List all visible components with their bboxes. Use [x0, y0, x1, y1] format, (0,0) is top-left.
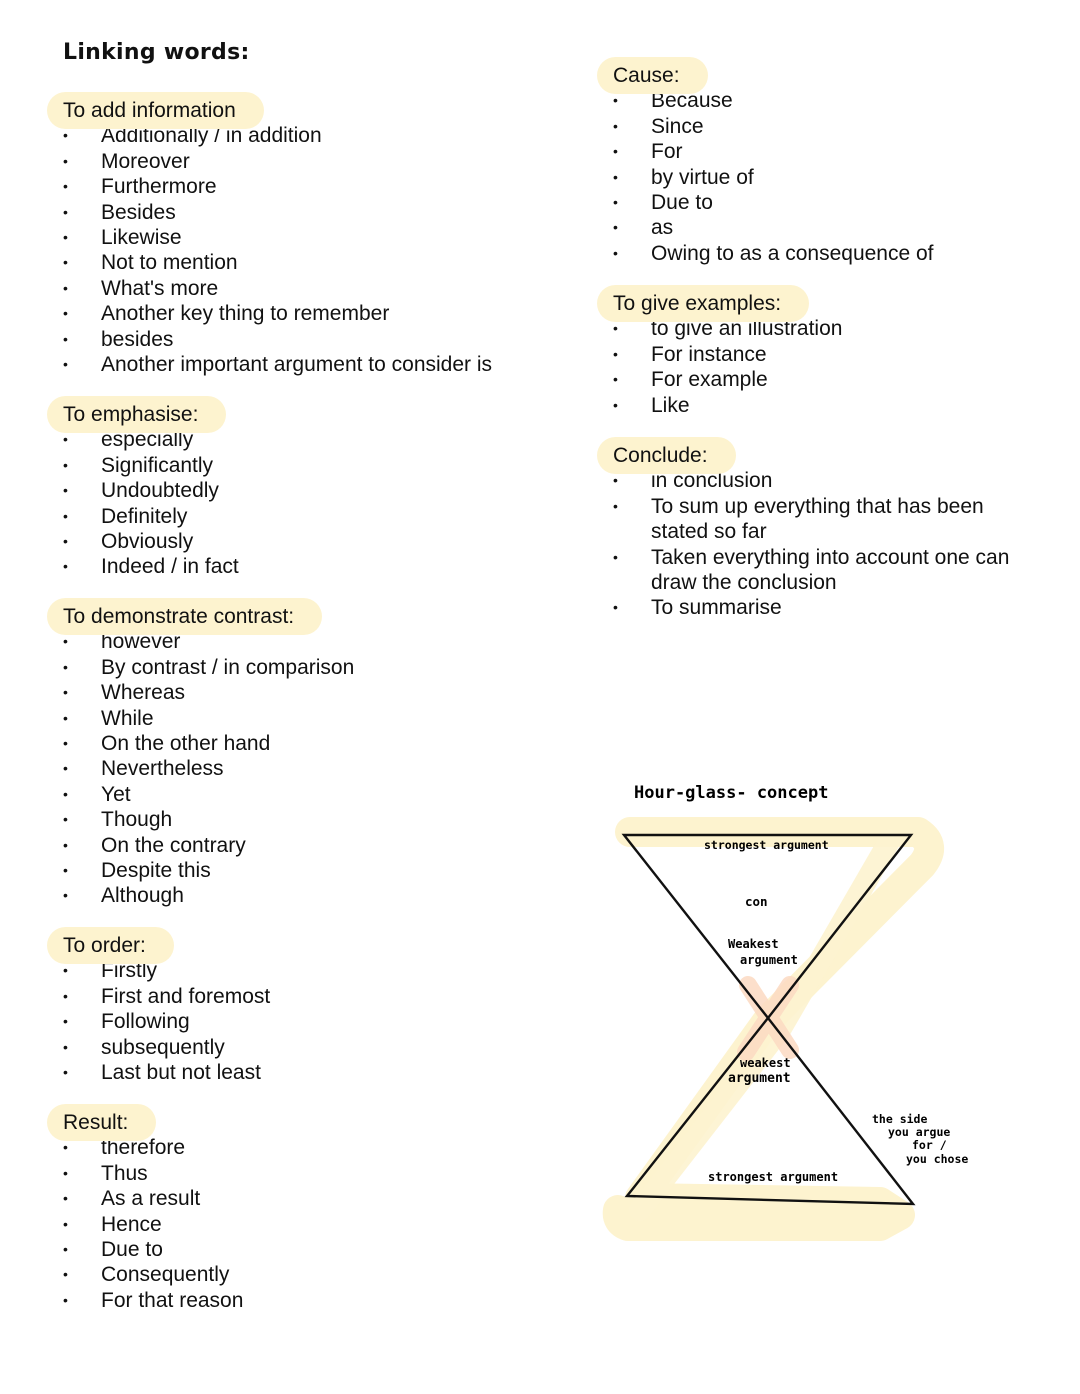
list-item: • Consequently	[63, 1262, 243, 1287]
item-list	[63, 427, 239, 579]
section-heading: To give examples:	[613, 292, 782, 315]
item-list	[613, 88, 934, 266]
list-item: • For instance	[613, 342, 842, 367]
list-item: • Likewise	[63, 225, 492, 250]
list-item: • Owing to as a consequence of	[613, 241, 934, 266]
list-item: • While	[63, 706, 354, 731]
list-item: • Not to mention	[63, 250, 492, 275]
section-heading: To add information	[63, 99, 236, 122]
list-item: • What's more	[63, 276, 492, 301]
section-heading: To demonstrate contrast:	[63, 605, 295, 628]
list-item: • Firstly	[63, 958, 270, 983]
label-top-weakest-2: argument	[740, 953, 798, 967]
list-item: • Definitely	[63, 504, 239, 529]
item-list	[63, 123, 492, 377]
list-item: • Yet	[63, 782, 354, 807]
list-item: • by virtue of	[613, 165, 934, 190]
page-title: Linking words:	[63, 40, 250, 65]
list-item: • For	[613, 139, 934, 164]
list-item: • Despite this	[63, 858, 354, 883]
hourglass-diagram	[600, 770, 1020, 1250]
list-item: • To summarise	[613, 595, 1011, 620]
list-item: • Another key thing to remember	[63, 301, 492, 326]
list-item: • Obviously	[63, 529, 239, 554]
item-list	[63, 958, 270, 1085]
list-item: • On the other hand	[63, 731, 354, 756]
list-item: • Although	[63, 883, 354, 908]
label-con: con	[745, 894, 768, 909]
list-item: • Due to	[63, 1237, 243, 1262]
section-conclude	[613, 443, 1011, 621]
section-contrast	[63, 604, 354, 909]
section-heading: Result:	[63, 1111, 129, 1134]
list-item: • By contrast / in comparison	[63, 655, 354, 680]
list-item: • Though	[63, 807, 354, 832]
list-item: • On the contrary	[63, 833, 354, 858]
list-item: • To sum up everything that has been stated so far	[613, 494, 1011, 545]
list-item: • Following	[63, 1009, 270, 1034]
list-item: • Undoubtedly	[63, 478, 239, 503]
list-item: • For example	[613, 367, 842, 392]
section-heading: To order:	[63, 934, 146, 957]
list-item: • Significantly	[63, 453, 239, 478]
list-item: • Because	[613, 88, 934, 113]
list-item: • as	[613, 215, 934, 240]
section-order	[63, 933, 270, 1085]
label-bottom-weakest-2: argument	[728, 1071, 791, 1086]
list-item: • Last but not least	[63, 1060, 270, 1085]
list-item: • First and foremost	[63, 984, 270, 1009]
list-item: • in conclusion	[613, 468, 1011, 493]
item-list	[613, 316, 842, 418]
list-item: • Another important argument to consider is	[63, 352, 492, 377]
list-item: • subsequently	[63, 1035, 270, 1060]
side-note-line: you argue	[888, 1125, 951, 1139]
section-heading: Cause:	[613, 64, 680, 87]
item-list	[63, 1135, 243, 1313]
list-item: • Thus	[63, 1161, 243, 1186]
item-list	[613, 468, 1011, 620]
list-item: • Since	[613, 114, 934, 139]
section-result	[63, 1110, 243, 1313]
list-item: • especially	[63, 427, 239, 452]
list-item: • therefore	[63, 1135, 243, 1160]
list-item: • however	[63, 629, 354, 654]
section-heading: To emphasise:	[63, 403, 199, 426]
list-item: • Furthermore	[63, 174, 492, 199]
diagram-title: Hour-glass- concept	[634, 783, 829, 803]
list-item: • Hence	[63, 1212, 243, 1237]
section-cause	[613, 63, 934, 266]
section-emphasise	[63, 402, 239, 580]
list-item: • For that reason	[63, 1288, 243, 1313]
item-list	[63, 629, 354, 908]
side-note-line: you chose	[906, 1152, 969, 1166]
hourglass-svg	[600, 770, 1020, 1250]
list-item: • Additionally / in addition	[63, 123, 492, 148]
list-item: • besides	[63, 327, 492, 352]
label-top-strongest: strongest argument	[704, 838, 829, 852]
list-item: • Like	[613, 393, 842, 418]
side-note-line: the side	[872, 1112, 928, 1126]
list-item: • to give an illustration	[613, 316, 842, 341]
list-item: • Indeed / in fact	[63, 554, 239, 579]
label-bottom-weakest-1: weakest	[740, 1056, 791, 1070]
label-top-weakest-1: Weakest	[728, 937, 779, 951]
list-item: • Whereas	[63, 680, 354, 705]
label-bottom-strongest: strongest argument	[708, 1170, 839, 1184]
list-item: • Moreover	[63, 149, 492, 174]
section-heading: Conclude:	[613, 444, 708, 467]
section-examples	[613, 291, 842, 418]
list-item: • As a result	[63, 1186, 243, 1211]
list-item: • Nevertheless	[63, 756, 354, 781]
side-note-line: for /	[912, 1138, 947, 1152]
list-item: • Due to	[613, 190, 934, 215]
list-item: • Taken everything into account one can draw the conclusion	[613, 545, 1011, 596]
section-add-information	[63, 98, 492, 377]
list-item: • Besides	[63, 200, 492, 225]
